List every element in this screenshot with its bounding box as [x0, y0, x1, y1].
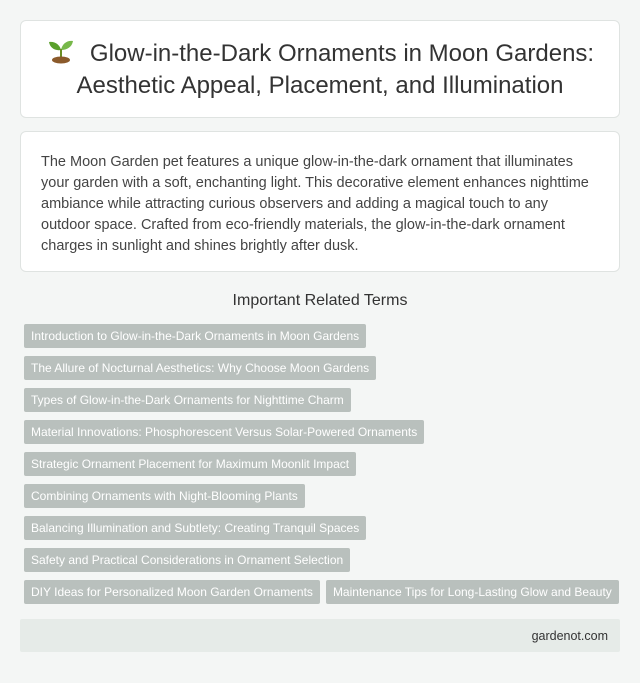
related-terms-list: [24, 324, 624, 612]
related-term-tag[interactable]: Strategic Ornament Placement for Maximum Moonlit Impact: [24, 452, 356, 476]
site-name[interactable]: gardenot.com: [531, 628, 608, 643]
sprout-icon: [46, 36, 76, 64]
related-term-tag[interactable]: Safety and Practical Considerations in Ornament Selection: [24, 548, 350, 572]
related-term-tag[interactable]: Types of Glow-in-the-Dark Ornaments for Nighttime Charm: [24, 388, 351, 412]
related-term-tag[interactable]: The Allure of Nocturnal Aesthetics: Why Choose Moon Gardens: [24, 356, 376, 380]
description-text: The Moon Garden pet features a unique glow-in-the-dark ornament that illuminates your garden with a soft, enchanting light. This decorative element enhances nighttime ambiance while attracting curious observers and adding a magical touch to any outdoor space. Crafted from eco-friendly materials, the glow-in-the-dark ornament charges in sunlight and shines brightly after dusk.: [41, 154, 589, 254]
related-term-tag[interactable]: Maintenance Tips for Long-Lasting Glow and Beauty: [326, 580, 619, 604]
related-term-tag[interactable]: Balancing Illumination and Subtlety: Creating Tranquil Spaces: [24, 516, 366, 540]
description-card: [20, 131, 620, 272]
page-title-text: Glow-in-the-Dark Ornaments in Moon Gardens: Aesthetic Appeal, Placement, and Illumination: [76, 40, 595, 99]
related-term-tag[interactable]: Material Innovations: Phosphorescent Versus Solar-Powered Ornaments: [24, 420, 424, 444]
related-term-tag[interactable]: Introduction to Glow-in-the-Dark Ornaments in Moon Gardens: [24, 324, 366, 348]
title-card: [20, 20, 620, 118]
footer: [20, 619, 620, 652]
related-term-tag[interactable]: DIY Ideas for Personalized Moon Garden Ornaments: [24, 580, 320, 604]
related-terms-heading: Important Related Terms: [232, 292, 408, 309]
page-title: [21, 36, 619, 102]
related-term-tag[interactable]: Combining Ornaments with Night-Blooming Plants: [24, 484, 305, 508]
